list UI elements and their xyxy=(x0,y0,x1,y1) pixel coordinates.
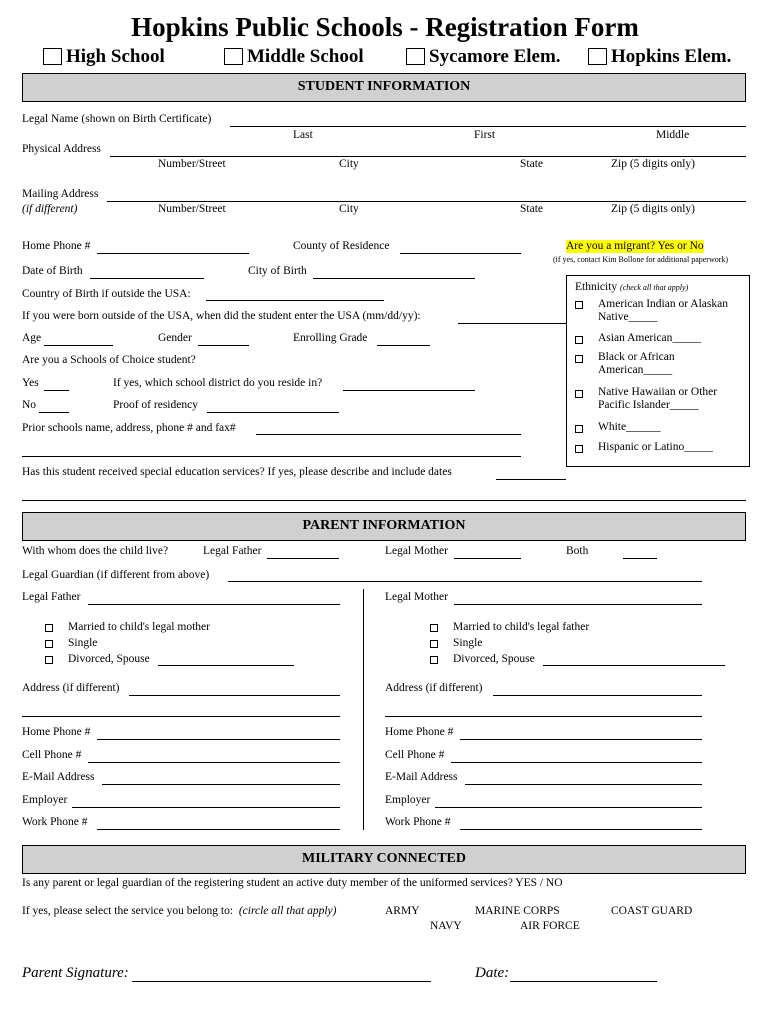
father-married-checkbox[interactable] xyxy=(45,624,53,632)
legal-name-label: Legal Name (shown on Birth Certificate) xyxy=(22,113,212,125)
entry-date-field[interactable] xyxy=(458,323,566,324)
school-option-middle[interactable]: Middle School xyxy=(224,46,364,68)
mother-spouse-field[interactable] xyxy=(543,665,725,666)
mother-work-phone-label: Work Phone # xyxy=(385,816,451,828)
no-field[interactable] xyxy=(39,412,69,413)
option-coast-guard[interactable]: COAST GUARD xyxy=(611,905,693,917)
which-district-label: If yes, which school district do you reside in? xyxy=(113,377,323,389)
father-work-phone-label: Work Phone # xyxy=(22,816,88,828)
option-marine-corps[interactable]: MARINE CORPS xyxy=(475,905,560,917)
checkbox[interactable] xyxy=(224,48,243,65)
father-address-label: Address (if different) xyxy=(22,682,120,694)
state-label: State xyxy=(520,158,543,170)
city-of-birth-field[interactable] xyxy=(313,278,475,279)
father-single-label: Single xyxy=(68,637,98,649)
mother-address-field-2[interactable] xyxy=(385,716,702,717)
middle-label: Middle xyxy=(656,129,690,141)
father-cell-phone-field[interactable] xyxy=(88,762,340,763)
father-divorced-label: Divorced, Spouse xyxy=(68,653,150,665)
number-street-label: Number/Street xyxy=(158,158,226,170)
prior-schools-label: Prior schools name, address, phone # and fax# xyxy=(22,422,236,434)
home-phone-label: Home Phone # xyxy=(22,240,91,252)
ethnicity-checkbox[interactable] xyxy=(575,445,583,453)
date-label: Date: xyxy=(475,965,510,981)
mother-married-label: Married to child's legal father xyxy=(453,621,590,633)
legal-name-field[interactable] xyxy=(230,126,746,127)
mother-divorced-label: Divorced, Spouse xyxy=(453,653,535,665)
state-label: State xyxy=(520,203,543,215)
mother-cell-phone-field[interactable] xyxy=(451,762,702,763)
lives-both-label: Both xyxy=(566,545,589,557)
father-divorced-checkbox[interactable] xyxy=(45,656,53,664)
enrolling-grade-field[interactable] xyxy=(377,345,430,346)
lives-father-label: Legal Father xyxy=(203,545,262,557)
parent-signature-label: Parent Signature: xyxy=(22,965,129,981)
mother-email-field[interactable] xyxy=(465,784,702,785)
enrolling-grade-label: Enrolling Grade xyxy=(293,332,368,344)
ethnicity-checkbox[interactable] xyxy=(575,425,583,433)
mother-employer-label: Employer xyxy=(385,794,431,806)
schools-of-choice-label: Are you a Schools of Choice student? xyxy=(22,354,196,366)
mother-email-label: E-Mail Address xyxy=(385,771,458,783)
father-email-field[interactable] xyxy=(102,784,340,785)
father-email-label: E-Mail Address xyxy=(22,771,95,783)
physical-address-label: Physical Address xyxy=(22,143,101,155)
student-section-header: STUDENT INFORMATION xyxy=(22,73,746,102)
prior-schools-field[interactable] xyxy=(256,434,521,435)
lives-both-field[interactable] xyxy=(623,558,657,559)
special-ed-field-2[interactable] xyxy=(22,500,746,501)
mother-home-phone-field[interactable] xyxy=(460,739,702,740)
number-street-label: Number/Street xyxy=(158,203,226,215)
first-label: First xyxy=(474,129,496,141)
city-label: City xyxy=(339,203,359,215)
lives-father-field[interactable] xyxy=(267,558,339,559)
dob-field[interactable] xyxy=(90,278,204,279)
ethnicity-checkbox[interactable] xyxy=(575,301,583,309)
father-address-field[interactable] xyxy=(129,695,340,696)
father-spouse-field[interactable] xyxy=(158,665,294,666)
mother-label: Legal Mother xyxy=(385,591,448,603)
district-field[interactable] xyxy=(343,390,475,391)
checkbox[interactable] xyxy=(406,48,425,65)
ethnicity-option: Hispanic or Latino_____ xyxy=(598,441,713,453)
date-field[interactable] xyxy=(510,981,657,982)
yes-label: Yes xyxy=(22,377,39,389)
physical-address-field[interactable] xyxy=(110,156,746,157)
home-phone-field[interactable] xyxy=(97,253,249,254)
guardian-label: Legal Guardian (if different from above) xyxy=(22,569,210,581)
age-label: Age xyxy=(22,332,42,344)
mother-single-label: Single xyxy=(453,637,483,649)
mother-married-checkbox[interactable] xyxy=(430,624,438,632)
lives-mother-label: Legal Mother xyxy=(385,545,448,557)
ethnicity-option: American Indian or Alaskan Native_____ xyxy=(598,298,728,324)
born-outside-label: If you were born outside of the USA, when did the student enter the USA (mm/dd/yy): xyxy=(22,310,421,322)
option-air-force[interactable]: AIR FORCE xyxy=(520,920,580,932)
lives-mother-field[interactable] xyxy=(454,558,521,559)
prior-schools-field-2[interactable] xyxy=(22,456,521,457)
ethnicity-option: Native Hawaiian or Other Pacific Islander_____ xyxy=(598,386,718,412)
mother-cell-phone-label: Cell Phone # xyxy=(385,749,445,761)
special-ed-label: Has this student received special education services? If yes, please describe and include dates xyxy=(22,466,452,478)
school-option-high[interactable]: High School xyxy=(43,46,165,68)
no-label: No xyxy=(22,399,37,411)
gender-field[interactable] xyxy=(198,345,249,346)
mailing-address-label: Mailing Address xyxy=(22,188,99,200)
military-question: Is any parent or legal guardian of the registering student an active duty member of the uniformed services? YES / NO xyxy=(22,877,563,889)
parent-signature-field[interactable] xyxy=(132,981,431,982)
zip-label: Zip (5 digits only) xyxy=(611,158,696,170)
checkbox[interactable] xyxy=(588,48,607,65)
checkbox[interactable] xyxy=(43,48,62,65)
gender-label: Gender xyxy=(158,332,192,344)
mother-address-field[interactable] xyxy=(493,695,702,696)
parent-section-header: PARENT INFORMATION xyxy=(22,512,746,541)
ethnicity-option: Asian American_____ xyxy=(598,332,702,344)
option-navy[interactable]: NAVY xyxy=(430,920,462,932)
mother-address-label: Address (if different) xyxy=(385,682,483,694)
mother-employer-field[interactable] xyxy=(435,807,702,808)
county-field[interactable] xyxy=(400,253,521,254)
guardian-field[interactable] xyxy=(228,581,702,582)
father-cell-phone-label: Cell Phone # xyxy=(22,749,82,761)
dob-label: Date of Birth xyxy=(22,265,83,277)
father-label: Legal Father xyxy=(22,591,81,603)
mother-work-phone-field[interactable] xyxy=(460,829,702,830)
school-option-hopkins[interactable]: Hopkins Elem. xyxy=(588,46,731,68)
father-work-phone-field[interactable] xyxy=(97,829,340,830)
migrant-note: (if yes, contact Kim Bollone for additional paperwork) xyxy=(553,255,729,264)
page-title: Hopkins Public Schools - Registration Form xyxy=(131,12,639,42)
military-select-label: If yes, please select the service you belong to: (circle all that apply) xyxy=(22,905,337,917)
mother-divorced-checkbox[interactable] xyxy=(430,656,438,664)
father-employer-field[interactable] xyxy=(72,807,340,808)
ethnicity-checkbox[interactable] xyxy=(575,355,583,363)
ethnicity-option: White______ xyxy=(598,421,661,433)
mother-home-phone-label: Home Phone # xyxy=(385,726,454,738)
mother-single-checkbox[interactable] xyxy=(430,640,438,648)
proof-field[interactable] xyxy=(207,412,339,413)
with-whom-label: With whom does the child live? xyxy=(22,545,169,557)
school-option-sycamore[interactable]: Sycamore Elem. xyxy=(406,46,561,68)
mailing-address-field[interactable] xyxy=(107,201,746,202)
age-field[interactable] xyxy=(44,345,113,346)
father-home-phone-label: Home Phone # xyxy=(22,726,91,738)
zip-label: Zip (5 digits only) xyxy=(611,203,696,215)
father-address-field-2[interactable] xyxy=(22,716,340,717)
father-married-label: Married to child's legal mother xyxy=(68,621,210,633)
ethnicity-label: Ethnicity (check all that apply) xyxy=(575,281,689,293)
last-label: Last xyxy=(293,129,313,141)
proof-label: Proof of residency xyxy=(113,399,198,411)
ethnicity-checkbox[interactable] xyxy=(575,390,583,398)
father-home-phone-field[interactable] xyxy=(97,739,340,740)
father-employer-label: Employer xyxy=(22,794,68,806)
city-of-birth-label: City of Birth xyxy=(248,265,307,277)
county-label: County of Residence xyxy=(293,240,390,252)
yes-field[interactable] xyxy=(44,390,69,391)
ethnicity-option: Black or African American_____ xyxy=(598,351,675,377)
military-section-header: MILITARY CONNECTED xyxy=(22,845,746,874)
if-different-label: (if different) xyxy=(22,203,78,215)
option-army[interactable]: ARMY xyxy=(385,905,420,917)
father-name-field[interactable] xyxy=(88,604,340,605)
father-single-checkbox[interactable] xyxy=(45,640,53,648)
migrant-question: Are you a migrant? Yes or No xyxy=(566,240,704,252)
country-of-birth-label: Country of Birth if outside the USA: xyxy=(22,288,191,300)
city-label: City xyxy=(339,158,359,170)
column-divider xyxy=(363,589,364,830)
special-ed-field[interactable] xyxy=(496,479,566,480)
mother-name-field[interactable] xyxy=(454,604,702,605)
country-of-birth-field[interactable] xyxy=(206,300,384,301)
ethnicity-checkbox[interactable] xyxy=(575,336,583,344)
